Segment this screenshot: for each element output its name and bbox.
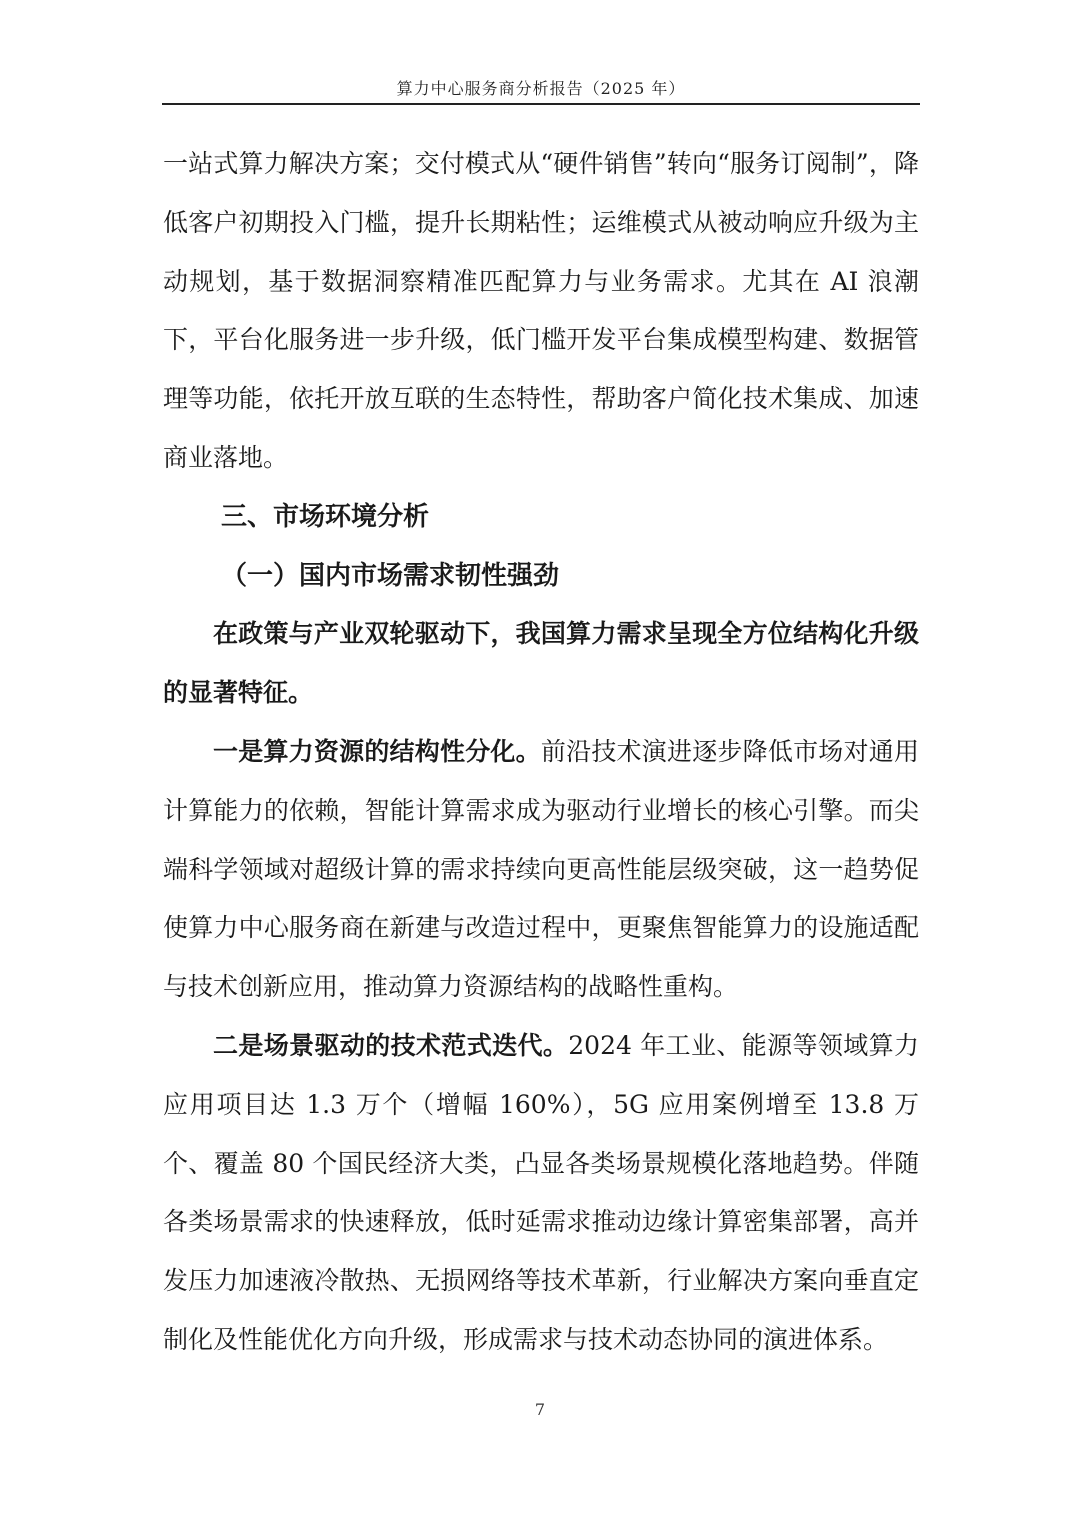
point-one-paragraph	[163, 723, 919, 1017]
running-header: 算力中心服务商分析报告（2025 年）	[396, 79, 686, 98]
header-divider	[162, 103, 920, 105]
page-body	[163, 135, 919, 1370]
point-two-text: 2024 年工业、能源等领域算力应用项目达 1.3 万个（增幅 160%），5G 应用案例增至 13.8 万个、覆盖 80 个国民经济大类，凸显各类场景规模化落地趋势。伴随各类场景需求的快速释放，低时延需求推动边缘计算密集部署，高并发压力加速液冷散热、无损网络等技术革新，行业解决方案向垂直定制化及性能优化方向升级，形成需求与技术动态协同的演进体系。	[163, 1030, 919, 1354]
point-one-text: 前沿技术演进逐步降低市场对通用计算能力的依赖，智能计算需求成为驱动行业增长的核心引擎。而尖端科学领域对超级计算的需求持续向更高性能层级突破，这一趋势促使算力中心服务商在新建与改造过程中，更聚焦智能算力的设施适配与技术创新应用，推动算力资源结构的战略性重构。	[163, 736, 919, 1002]
summary-text: 在政策与产业双轮驱动下，我国算力需求呈现全方位结构化升级的显著特征。	[163, 619, 919, 708]
page-number: 7	[534, 1400, 546, 1419]
intro-paragraph: 一站式算力解决方案；交付模式从“硬件销售”转向“服务订阅制”，降低客户初期投入门槛，提升长期粘性；运维模式从被动响应升级为主动规划，基于数据洞察精准匹配算力与业务需求。尤其在 AI 浪潮下，平台化服务进一步升级，低门槛开发平台集成模型构建、数据管理等功能，依托开放互联的生态特性，帮助客户简化技术集成、加速商业落地。	[163, 149, 919, 472]
section-heading: 三、市场环境分析	[221, 501, 430, 532]
subsection-heading: （一）国内市场需求韧性强劲	[221, 560, 560, 591]
point-two-paragraph	[163, 1017, 919, 1370]
point-two-lead: 二是场景驱动的技术范式迭代。	[213, 1030, 569, 1060]
point-one-lead: 一是算力资源的结构性分化。	[213, 736, 541, 766]
summary-paragraph	[163, 605, 919, 723]
